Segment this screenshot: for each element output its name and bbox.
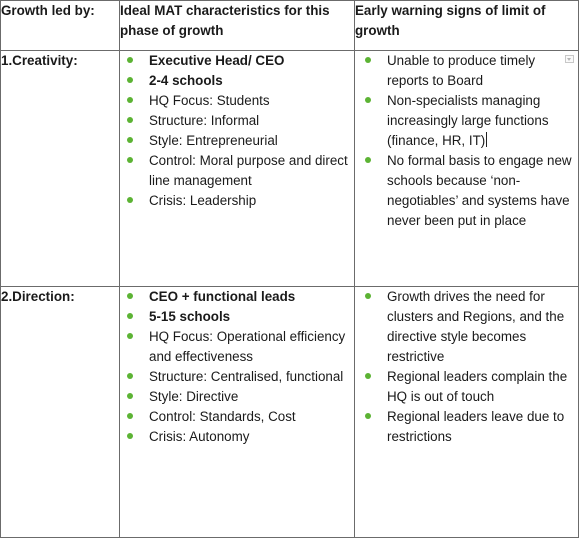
- text-cursor-icon: [486, 132, 487, 147]
- header-warning-signs: Early warning signs of limit of growth: [355, 1, 579, 51]
- table-row: [1, 51, 579, 287]
- list-item: [355, 407, 578, 447]
- bullet-icon: [127, 97, 133, 103]
- list-item-text: Unable to produce timely reports to Board: [387, 53, 536, 88]
- list-item: [120, 191, 354, 211]
- list-item: [120, 51, 354, 71]
- list-item-text: 5-15 schools: [149, 309, 231, 324]
- list-item: [355, 287, 578, 367]
- bullet-icon: [127, 157, 133, 163]
- list-item: [120, 131, 354, 151]
- bullet-icon: [127, 77, 133, 83]
- characteristics-list: [120, 51, 354, 211]
- bullet-icon: [127, 117, 133, 123]
- bullet-icon: [127, 313, 133, 319]
- characteristics-cell: [120, 287, 355, 538]
- header-ideal-characteristics: Ideal MAT characteristics for this phase of growth: [120, 1, 355, 51]
- list-item-text: HQ Focus: Operational efficiency and effectiveness: [149, 329, 346, 364]
- list-item: [120, 111, 354, 131]
- list-item-text: No formal basis to engage new schools because ‘non-negotiables’ and systems have never been put in place: [387, 153, 572, 228]
- bullet-icon: [127, 373, 133, 379]
- warnings-list: [355, 51, 578, 231]
- characteristics-cell: [120, 51, 355, 287]
- list-item: [120, 307, 354, 327]
- list-item: [120, 407, 354, 427]
- list-item: [120, 151, 354, 191]
- list-item-text: Executive Head/ CEO: [149, 53, 285, 68]
- list-item-text: Control: Moral purpose and direct line management: [149, 153, 348, 188]
- list-item: [355, 91, 578, 151]
- table-row: [1, 287, 579, 538]
- list-item-text: HQ Focus: Students: [149, 93, 270, 108]
- list-item-text: Non-specialists managing increasingly large functions (finance, HR, IT): [387, 93, 549, 148]
- bullet-icon: [127, 57, 133, 63]
- phase-label: 2.Direction:: [1, 287, 120, 538]
- list-item: [120, 427, 354, 447]
- list-item-text: Regional leaders complain the HQ is out of touch: [387, 369, 568, 404]
- bullet-icon: [365, 57, 371, 63]
- list-item-text: Growth drives the need for clusters and Regions, and the directive style becomes restrictive: [387, 289, 565, 364]
- bullet-icon: [127, 333, 133, 339]
- table-header-row: [1, 1, 579, 51]
- list-item-text: Structure: Informal: [149, 113, 260, 128]
- list-item-text: Control: Standards, Cost: [149, 409, 296, 424]
- list-item: [355, 151, 578, 231]
- list-item-text: Structure: Centralised, functional: [149, 369, 344, 384]
- list-item-text: Style: Entrepreneurial: [149, 133, 278, 148]
- list-item: [120, 287, 354, 307]
- list-item-text: 2-4 schools: [149, 73, 223, 88]
- bullet-icon: [365, 413, 371, 419]
- list-item: [120, 367, 354, 387]
- bullet-icon: [127, 413, 133, 419]
- list-item: [120, 327, 354, 367]
- list-item: [355, 367, 578, 407]
- characteristics-list: [120, 287, 354, 447]
- warnings-cell[interactable]: [355, 287, 579, 538]
- bullet-icon: [127, 137, 133, 143]
- bullet-icon: [365, 373, 371, 379]
- list-item: [355, 51, 578, 91]
- bullet-icon: [127, 197, 133, 203]
- list-item-text: Crisis: Leadership: [149, 193, 257, 208]
- phase-label: 1.Creativity:: [1, 51, 120, 287]
- bullet-icon: [127, 393, 133, 399]
- bullet-icon: [127, 293, 133, 299]
- list-item: [120, 71, 354, 91]
- list-item-text: Regional leaders leave due to restrictions: [387, 409, 565, 444]
- bullet-icon: [365, 97, 371, 103]
- header-growth-led-by: Growth led by:: [1, 1, 120, 51]
- list-item-text: CEO + functional leads: [149, 289, 296, 304]
- list-item-text: Crisis: Autonomy: [149, 429, 250, 444]
- list-item: [120, 387, 354, 407]
- bullet-icon: [127, 433, 133, 439]
- bullet-icon: [365, 157, 371, 163]
- list-item-text: Style: Directive: [149, 389, 239, 404]
- list-item: [120, 91, 354, 111]
- bullet-icon: [365, 293, 371, 299]
- warnings-list: [355, 287, 578, 447]
- warnings-cell[interactable]: [355, 51, 579, 287]
